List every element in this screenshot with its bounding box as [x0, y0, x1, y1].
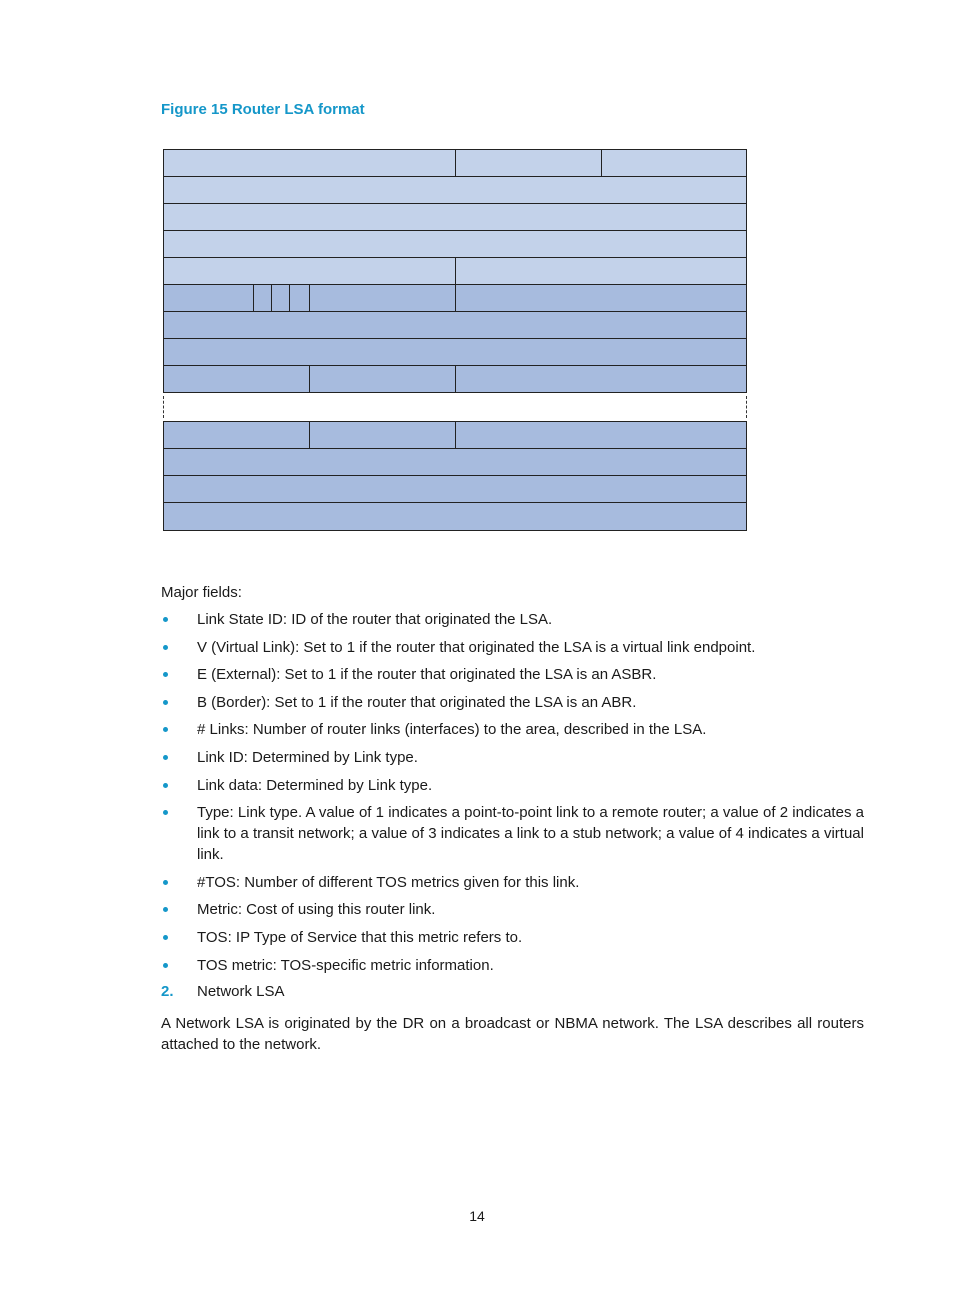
router-lsa-format-diagram	[163, 149, 747, 531]
lsa-header-type-cell	[601, 149, 747, 177]
list-item: TOS: IP Type of Service that this metric refers to.	[161, 927, 864, 948]
list-item: Link data: Determined by Link type.	[161, 775, 864, 796]
flag-v-cell	[253, 284, 272, 312]
list-item: Metric: Cost of using this router link.	[161, 899, 864, 920]
gap-right-dash	[746, 396, 747, 418]
bullet-icon	[163, 963, 168, 968]
lsa-header-checksum-cell	[163, 257, 456, 285]
ellipsis-gap-row	[163, 393, 747, 421]
major-fields-intro: Major fields:	[161, 584, 242, 601]
list-item: TOS metric: TOS-specific metric information.	[161, 955, 864, 976]
numbered-heading	[161, 983, 285, 1000]
page-number: 14	[469, 1208, 485, 1224]
list-item: Link ID: Determined by Link type.	[161, 747, 864, 768]
list-item: # Links: Number of router links (interfaces) to the area, described in the LSA.	[161, 719, 864, 740]
flags-reserved-cell	[163, 284, 254, 312]
list-item: Type: Link type. A value of 1 indicates a point-to-point link to a remote router; a value of 2 indicates a link to a transit network; a value of 3 indicates a link to a stub network; a value of 4 indicates a virtual link.	[161, 802, 864, 865]
bullet-icon	[163, 617, 168, 622]
next-link-more-cell	[163, 502, 747, 531]
item-number: 2.	[161, 983, 174, 1000]
item-text: Network LSA	[197, 983, 285, 1000]
tos-zero-cell	[309, 421, 456, 449]
list-item: B (Border): Set to 1 if the router that originated the LSA is an ABR.	[161, 692, 864, 713]
link-data-cell	[163, 338, 747, 366]
links-count-cell	[455, 284, 747, 312]
network-lsa-paragraph: A Network LSA is originated by the DR on a broadcast or NBMA network. The LSA describes all routers attached to the network.	[161, 1015, 864, 1053]
bullet-icon	[163, 645, 168, 650]
next-link-data-cell	[163, 475, 747, 503]
list-item: #TOS: Number of different TOS metrics given for this link.	[161, 872, 864, 893]
bullet-icon	[163, 810, 168, 815]
flag-b-cell	[289, 284, 310, 312]
lsa-header-options-cell	[455, 149, 602, 177]
list-item: V (Virtual Link): Set to 1 if the router that originated the LSA is a virtual link endpoint.	[161, 637, 864, 658]
gap-left-dash	[163, 396, 164, 418]
tos-count-cell	[309, 365, 456, 393]
bullet-icon	[163, 727, 168, 732]
next-link-id-cell	[163, 448, 747, 476]
lsa-header-age-cell	[163, 149, 456, 177]
flag-e-cell	[271, 284, 290, 312]
tos-cell	[163, 421, 310, 449]
flags-zero-cell	[309, 284, 456, 312]
link-type-cell	[163, 365, 310, 393]
fields-list	[161, 609, 864, 982]
bullet-icon	[163, 935, 168, 940]
bullet-icon	[163, 755, 168, 760]
link-id-cell	[163, 311, 747, 339]
lsa-header-link-state-id-cell	[163, 176, 747, 204]
bullet-icon	[163, 907, 168, 912]
bullet-icon	[163, 672, 168, 677]
bullet-icon	[163, 700, 168, 705]
figure-title: Figure 15 Router LSA format	[161, 101, 365, 118]
list-item: Link State ID: ID of the router that originated the LSA.	[161, 609, 864, 630]
bullet-icon	[163, 783, 168, 788]
lsa-header-sequence-number-cell	[163, 230, 747, 258]
lsa-header-length-cell	[455, 257, 747, 285]
metric-cell	[455, 365, 747, 393]
bullet-icon	[163, 880, 168, 885]
lsa-header-advertising-router-cell	[163, 203, 747, 231]
list-item: E (External): Set to 1 if the router that originated the LSA is an ASBR.	[161, 664, 864, 685]
tos-metric-cell	[455, 421, 747, 449]
